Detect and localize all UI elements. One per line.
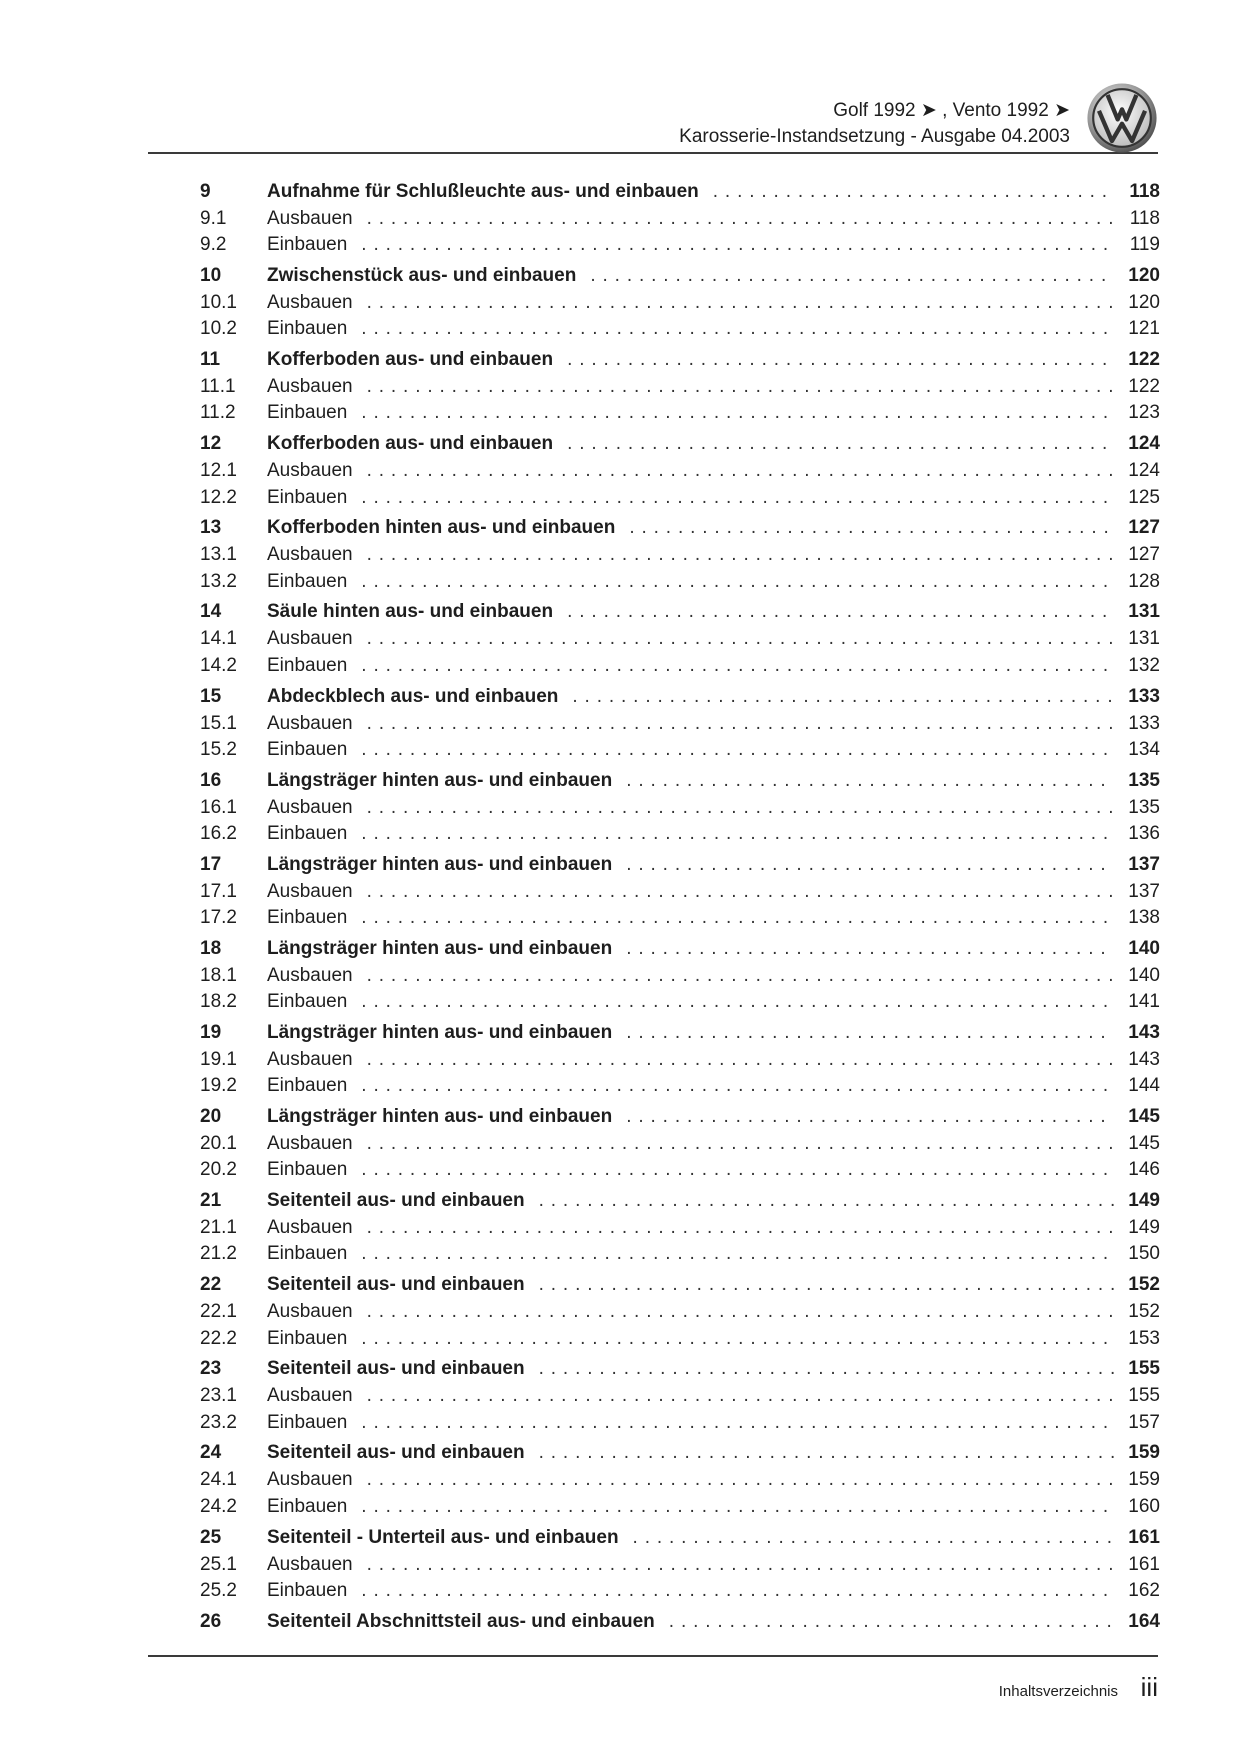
toc-entry-page: 162 bbox=[1128, 1579, 1160, 1601]
toc-entry-number: 24.2 bbox=[200, 1495, 237, 1517]
toc-subentry[interactable] bbox=[200, 905, 1160, 931]
toc-entry-title: Seitenteil aus- und einbauen bbox=[267, 1442, 525, 1464]
toc-entry-number: 23.1 bbox=[200, 1385, 237, 1407]
toc-dot-leader bbox=[361, 1241, 1114, 1267]
toc-dot-leader bbox=[361, 485, 1114, 511]
toc-dot-leader bbox=[626, 1020, 1114, 1046]
toc-entry-title: Einbauen bbox=[267, 1579, 348, 1601]
toc-dot-leader bbox=[367, 626, 1114, 652]
toc-entry-page: 135 bbox=[1128, 796, 1160, 818]
toc-entry-page: 153 bbox=[1128, 1327, 1160, 1349]
toc-dot-leader bbox=[361, 1494, 1114, 1520]
footer-page-number: iii bbox=[1140, 1672, 1158, 1702]
toc-chapter-entry[interactable] bbox=[200, 179, 1160, 206]
toc-entry-number: 17 bbox=[200, 853, 222, 875]
toc-entry-number: 22.1 bbox=[200, 1301, 237, 1323]
toc-subentry[interactable] bbox=[200, 1299, 1160, 1325]
toc-dot-leader bbox=[361, 737, 1114, 763]
toc-entry-number: 10.1 bbox=[200, 292, 237, 314]
toc-entry-page: 141 bbox=[1128, 991, 1160, 1013]
toc-entry-page: 150 bbox=[1128, 1243, 1160, 1265]
toc-dot-leader bbox=[633, 1525, 1114, 1551]
toc-entry-page: 131 bbox=[1128, 601, 1160, 623]
toc-entry-page: 152 bbox=[1128, 1301, 1160, 1323]
toc-entry-number: 16.1 bbox=[200, 796, 237, 818]
toc-entry-title: Kofferboden aus- und einbauen bbox=[267, 433, 554, 455]
toc-entry-number: 21.1 bbox=[200, 1217, 237, 1239]
toc-entry-number: 16 bbox=[200, 769, 222, 791]
toc-entry-number: 15.2 bbox=[200, 738, 237, 760]
toc-entry-title: Einbauen bbox=[267, 486, 348, 508]
toc-entry-page: 159 bbox=[1128, 1469, 1160, 1491]
toc-entry-title: Seitenteil aus- und einbauen bbox=[267, 1274, 525, 1296]
toc-dot-leader bbox=[367, 1131, 1114, 1157]
toc-dot-leader bbox=[626, 1104, 1114, 1130]
toc-entry-page: 131 bbox=[1128, 628, 1160, 650]
toc-entry-page: 149 bbox=[1128, 1190, 1160, 1212]
toc-chapter-entry[interactable] bbox=[200, 1525, 1160, 1552]
toc-entry-title: Einbauen bbox=[267, 570, 348, 592]
toc-entry-number: 11.1 bbox=[200, 376, 236, 398]
toc-entry-number: 18 bbox=[200, 937, 222, 959]
toc-dot-leader bbox=[626, 768, 1114, 794]
toc-chapter-entry[interactable] bbox=[200, 1356, 1160, 1383]
toc-subentry[interactable] bbox=[200, 1326, 1160, 1352]
toc-entry-title: Ausbauen bbox=[267, 628, 353, 650]
toc-subentry[interactable] bbox=[200, 232, 1160, 258]
toc-entry-number: 10.2 bbox=[200, 318, 237, 340]
toc-subentry[interactable] bbox=[200, 989, 1160, 1015]
toc-entry-title: Ausbauen bbox=[267, 1469, 353, 1491]
toc-entry-number: 9.2 bbox=[200, 234, 227, 256]
toc-entry-title: Einbauen bbox=[267, 822, 348, 844]
toc-entry-title: Säule hinten aus- und einbauen bbox=[267, 601, 554, 623]
toc-entry-page: 140 bbox=[1128, 964, 1160, 986]
toc-dot-leader bbox=[367, 542, 1114, 568]
toc-entry-title: Ausbauen bbox=[267, 1133, 353, 1155]
toc-entry-title: Längsträger hinten aus- und einbauen bbox=[267, 937, 613, 959]
toc-subentry[interactable] bbox=[200, 290, 1160, 316]
toc-entry-title: Einbauen bbox=[267, 234, 348, 256]
toc-subentry[interactable] bbox=[200, 1241, 1160, 1267]
toc-entry-title: Ausbauen bbox=[267, 1048, 353, 1070]
toc-entry-page: 144 bbox=[1128, 1075, 1160, 1097]
toc-entry-page: 159 bbox=[1128, 1442, 1160, 1464]
toc-entry-title: Einbauen bbox=[267, 1327, 348, 1349]
toc-dot-leader bbox=[590, 263, 1114, 289]
toc-dot-leader bbox=[626, 852, 1114, 878]
toc-entry-title: Ausbauen bbox=[267, 544, 353, 566]
toc-chapter-entry[interactable] bbox=[200, 684, 1160, 711]
header-model-line: Golf 1992 ➤ , Vento 1992 ➤ bbox=[833, 100, 1070, 121]
toc-dot-leader bbox=[367, 1552, 1114, 1578]
toc-chapter-entry[interactable] bbox=[200, 1440, 1160, 1467]
toc-dot-leader bbox=[367, 795, 1114, 821]
toc-dot-leader bbox=[361, 1073, 1114, 1099]
toc-entry-page: 119 bbox=[1129, 234, 1160, 256]
toc-entry-page: 137 bbox=[1128, 853, 1160, 875]
toc-dot-leader bbox=[367, 879, 1114, 905]
toc-entry-page: 123 bbox=[1128, 402, 1160, 424]
toc-dot-leader bbox=[713, 179, 1114, 205]
toc-entry-number: 19.2 bbox=[200, 1075, 237, 1097]
toc-subentry[interactable] bbox=[200, 316, 1160, 342]
toc-entry-title: Einbauen bbox=[267, 1495, 348, 1517]
footer-section-label: Inhaltsverzeichnis bbox=[998, 1683, 1118, 1700]
toc-entry-number: 21.2 bbox=[200, 1243, 237, 1265]
toc-entry-page: 137 bbox=[1128, 880, 1160, 902]
toc-entry-number: 25 bbox=[200, 1526, 222, 1548]
header-manual-title: Karosserie-Instandsetzung - Ausgabe 04.2003 bbox=[679, 126, 1070, 147]
toc-entry-title: Ausbauen bbox=[267, 208, 353, 229]
toc-entry-title: Ausbauen bbox=[267, 964, 353, 986]
toc-entry-page: 136 bbox=[1128, 822, 1160, 844]
toc-chapter-entry[interactable] bbox=[200, 768, 1160, 795]
toc-entry-number: 12.2 bbox=[200, 486, 237, 508]
toc-entry-number: 26 bbox=[200, 1610, 222, 1632]
toc-chapter-entry[interactable] bbox=[200, 1104, 1160, 1131]
toc-entry-number: 19.1 bbox=[200, 1048, 237, 1070]
toc-entry-page: 128 bbox=[1128, 570, 1160, 592]
toc-entry-page: 143 bbox=[1128, 1021, 1160, 1043]
toc-entry-title: Kofferboden aus- und einbauen bbox=[267, 349, 554, 371]
toc-entry-page: 122 bbox=[1128, 349, 1160, 371]
toc-entry-number: 20.2 bbox=[200, 1159, 237, 1181]
toc-entry-title: Ausbauen bbox=[267, 292, 353, 314]
toc-chapter-entry[interactable] bbox=[200, 347, 1160, 374]
toc-entry-page: 124 bbox=[1128, 460, 1160, 482]
toc-dot-leader bbox=[367, 458, 1114, 484]
vw-logo bbox=[1086, 82, 1158, 154]
toc-entry-number: 13 bbox=[200, 517, 222, 539]
toc-entry-number: 22.2 bbox=[200, 1327, 237, 1349]
toc-chapter-entry[interactable] bbox=[200, 599, 1160, 626]
toc-entry-page: 133 bbox=[1128, 712, 1160, 734]
toc-dot-leader bbox=[361, 1578, 1114, 1604]
toc-subentry[interactable] bbox=[200, 1131, 1160, 1157]
toc-dot-leader bbox=[361, 1410, 1114, 1436]
toc-dot-leader bbox=[367, 1299, 1114, 1325]
toc-entry-page: 118 bbox=[1129, 181, 1160, 202]
toc-entry-title: Längsträger hinten aus- und einbauen bbox=[267, 853, 613, 875]
toc-entry-title: Längsträger hinten aus- und einbauen bbox=[267, 1021, 613, 1043]
toc-entry-title: Ausbauen bbox=[267, 1385, 353, 1407]
toc-entry-title: Einbauen bbox=[267, 1159, 348, 1181]
toc-subentry[interactable] bbox=[200, 653, 1160, 679]
toc-entry-number: 18.2 bbox=[200, 991, 237, 1013]
toc-entry-title: Ausbauen bbox=[267, 796, 353, 818]
toc-subentry[interactable] bbox=[200, 569, 1160, 595]
toc-entry-title: Ausbauen bbox=[267, 460, 353, 482]
toc-dot-leader bbox=[367, 1383, 1114, 1409]
toc-subentry[interactable] bbox=[200, 963, 1160, 989]
toc-entry-page: 125 bbox=[1128, 486, 1160, 508]
toc-entry-title: Ausbauen bbox=[267, 880, 353, 902]
toc-entry-number: 11 bbox=[200, 349, 221, 371]
toc-entry-number: 12.1 bbox=[200, 460, 237, 482]
toc-entry-title: Einbauen bbox=[267, 738, 348, 760]
toc-entry-number: 20.1 bbox=[200, 1133, 237, 1155]
toc-entry-title: Ausbauen bbox=[267, 1553, 353, 1575]
toc-subentry[interactable] bbox=[200, 737, 1160, 763]
toc-dot-leader bbox=[367, 1047, 1114, 1073]
toc-entry-page: 152 bbox=[1128, 1274, 1160, 1296]
toc-subentry[interactable] bbox=[200, 374, 1160, 400]
page-header bbox=[148, 96, 1158, 154]
toc-entry-number: 17.1 bbox=[200, 880, 237, 902]
toc-subentry[interactable] bbox=[200, 879, 1160, 905]
toc-dot-leader bbox=[367, 1467, 1114, 1493]
toc-entry-number: 13.1 bbox=[200, 544, 237, 566]
toc-entry-title: Einbauen bbox=[267, 1075, 348, 1097]
toc-entry-title: Einbauen bbox=[267, 654, 348, 676]
toc-entry-number: 15.1 bbox=[200, 712, 237, 734]
toc-dot-leader bbox=[367, 711, 1114, 737]
toc-entry-title: Zwischenstück aus- und einbauen bbox=[267, 265, 577, 287]
toc-entry-page: 127 bbox=[1128, 544, 1160, 566]
toc-entry-title: Ausbauen bbox=[267, 712, 353, 734]
toc-entry-title: Ausbauen bbox=[267, 1217, 353, 1239]
toc-entry-number: 23.2 bbox=[200, 1411, 237, 1433]
toc-entry-title: Einbauen bbox=[267, 402, 348, 424]
toc-entry-title: Seitenteil - Unterteil aus- und einbauen bbox=[267, 1526, 619, 1548]
toc-entry-page: 120 bbox=[1128, 292, 1160, 314]
toc-entry-page: 133 bbox=[1128, 685, 1160, 707]
toc-dot-leader bbox=[361, 400, 1114, 426]
toc-entry-page: 149 bbox=[1128, 1217, 1160, 1239]
toc-entry-page: 135 bbox=[1128, 769, 1160, 791]
toc-subentry[interactable] bbox=[200, 542, 1160, 568]
toc-dot-leader bbox=[567, 347, 1114, 373]
toc-entry-number: 25.2 bbox=[200, 1579, 237, 1601]
toc-entry-title: Einbauen bbox=[267, 991, 348, 1013]
toc-dot-leader bbox=[361, 316, 1114, 342]
toc-chapter-entry[interactable] bbox=[200, 852, 1160, 879]
toc-entry-number: 14.2 bbox=[200, 654, 237, 676]
toc-entry-number: 17.2 bbox=[200, 907, 237, 929]
toc-entry-page: 164 bbox=[1128, 1610, 1160, 1632]
toc-entry-page: 146 bbox=[1128, 1159, 1160, 1181]
toc-entry-number: 15 bbox=[200, 685, 222, 707]
toc-subentry[interactable] bbox=[200, 1410, 1160, 1436]
toc-dot-leader bbox=[361, 905, 1114, 931]
footer-divider bbox=[148, 1655, 1158, 1657]
toc-dot-leader bbox=[367, 206, 1114, 232]
toc-entry-page: 161 bbox=[1128, 1526, 1160, 1548]
toc-dot-leader bbox=[567, 431, 1114, 457]
toc-entry-number: 24.1 bbox=[200, 1469, 237, 1491]
toc-subentry[interactable] bbox=[200, 1467, 1160, 1493]
toc-subentry[interactable] bbox=[200, 1073, 1160, 1099]
toc-entry-number: 9 bbox=[200, 181, 211, 202]
toc-entry-title: Seitenteil Abschnittsteil aus- und einbauen bbox=[267, 1610, 655, 1632]
toc-entry-title: Kofferboden hinten aus- und einbauen bbox=[267, 517, 616, 539]
toc-dot-leader bbox=[361, 569, 1114, 595]
toc-chapter-entry[interactable] bbox=[200, 1020, 1160, 1047]
toc-subentry[interactable] bbox=[200, 821, 1160, 847]
toc-chapter-entry[interactable] bbox=[200, 936, 1160, 963]
toc-chapter-entry[interactable] bbox=[200, 431, 1160, 458]
toc-chapter-entry[interactable] bbox=[200, 515, 1160, 542]
toc-dot-leader bbox=[669, 1609, 1114, 1635]
toc-entry-number: 19 bbox=[200, 1021, 222, 1043]
toc-subentry[interactable] bbox=[200, 458, 1160, 484]
toc-entry-number: 16.2 bbox=[200, 822, 237, 844]
toc-entry-title: Längsträger hinten aus- und einbauen bbox=[267, 769, 613, 791]
toc-dot-leader bbox=[367, 290, 1114, 316]
toc-entry-number: 25.1 bbox=[200, 1553, 237, 1575]
toc-chapter-entry[interactable] bbox=[200, 1609, 1160, 1636]
toc-chapter-entry[interactable] bbox=[200, 263, 1160, 290]
toc-entry-page: 145 bbox=[1128, 1133, 1160, 1155]
toc-entry-title: Aufnahme für Schlußleuchte aus- und einbauen bbox=[267, 181, 699, 202]
toc-entry-number: 18.1 bbox=[200, 964, 237, 986]
toc-entry-number: 23 bbox=[200, 1358, 222, 1380]
toc-entry-number: 21 bbox=[200, 1190, 222, 1212]
toc-entry-title: Seitenteil aus- und einbauen bbox=[267, 1190, 525, 1212]
toc-dot-leader bbox=[572, 684, 1114, 710]
toc-dot-leader bbox=[361, 1157, 1114, 1183]
toc-entry-title: Einbauen bbox=[267, 318, 348, 340]
toc-chapter-entry[interactable] bbox=[200, 1272, 1160, 1299]
toc-subentry[interactable] bbox=[200, 1157, 1160, 1183]
toc-entry-number: 9.1 bbox=[200, 208, 227, 229]
toc-dot-leader bbox=[361, 653, 1114, 679]
toc-subentry[interactable] bbox=[200, 400, 1160, 426]
toc-entry-page: 145 bbox=[1128, 1106, 1160, 1128]
toc-dot-leader bbox=[361, 232, 1114, 258]
toc-entry-number: 14 bbox=[200, 601, 222, 623]
toc-entry-page: 134 bbox=[1128, 738, 1160, 760]
toc-entry-page: 157 bbox=[1128, 1411, 1160, 1433]
toc-dot-leader bbox=[629, 515, 1114, 541]
toc-subentry[interactable] bbox=[200, 1047, 1160, 1073]
toc-entry-title: Einbauen bbox=[267, 1411, 348, 1433]
toc-entry-title: Seitenteil aus- und einbauen bbox=[267, 1358, 525, 1380]
toc-dot-leader bbox=[539, 1188, 1114, 1214]
toc-subentry[interactable] bbox=[200, 711, 1160, 737]
toc-subentry[interactable] bbox=[200, 1383, 1160, 1409]
toc-entry-page: 155 bbox=[1128, 1358, 1160, 1380]
toc-dot-leader bbox=[361, 821, 1114, 847]
toc-entry-number: 13.2 bbox=[200, 570, 237, 592]
toc-entry-number: 20 bbox=[200, 1106, 222, 1128]
toc-entry-page: 160 bbox=[1128, 1495, 1160, 1517]
toc-entry-title: Abdeckblech aus- und einbauen bbox=[267, 685, 559, 707]
toc-dot-leader bbox=[539, 1356, 1114, 1382]
toc-entry-title: Einbauen bbox=[267, 1243, 348, 1265]
toc-entry-page: 140 bbox=[1128, 937, 1160, 959]
toc-entry-title: Ausbauen bbox=[267, 376, 353, 398]
toc-entry-page: 132 bbox=[1128, 654, 1160, 676]
toc-entry-title: Einbauen bbox=[267, 907, 348, 929]
toc-dot-leader bbox=[361, 1326, 1114, 1352]
toc-dot-leader bbox=[626, 936, 1114, 962]
toc-dot-leader bbox=[367, 963, 1114, 989]
toc-subentry[interactable] bbox=[200, 1578, 1160, 1604]
toc-entry-number: 22 bbox=[200, 1274, 222, 1296]
toc-dot-leader bbox=[567, 599, 1114, 625]
toc-dot-leader bbox=[367, 374, 1114, 400]
toc-entry-page: 118 bbox=[1129, 208, 1160, 229]
toc-entry-number: 12 bbox=[200, 433, 222, 455]
toc-entry-page: 120 bbox=[1128, 265, 1160, 287]
toc-subentry[interactable] bbox=[200, 626, 1160, 652]
toc-subentry[interactable] bbox=[200, 485, 1160, 511]
toc-dot-leader bbox=[361, 989, 1114, 1015]
toc-entry-page: 127 bbox=[1128, 517, 1160, 539]
toc-entry-page: 138 bbox=[1128, 907, 1160, 929]
toc-entry-page: 143 bbox=[1128, 1048, 1160, 1070]
toc-entry-number: 10 bbox=[200, 265, 222, 287]
toc-subentry[interactable] bbox=[200, 1215, 1160, 1241]
toc-dot-leader bbox=[539, 1272, 1114, 1298]
toc-entry-page: 124 bbox=[1128, 433, 1160, 455]
toc-entry-title: Längsträger hinten aus- und einbauen bbox=[267, 1106, 613, 1128]
toc-dot-leader bbox=[539, 1440, 1114, 1466]
toc-subentry[interactable] bbox=[200, 1494, 1160, 1520]
toc-entry-number: 11.2 bbox=[200, 402, 236, 424]
toc-subentry[interactable] bbox=[200, 1552, 1160, 1578]
toc-chapter-entry[interactable] bbox=[200, 1188, 1160, 1215]
toc-entry-page: 161 bbox=[1128, 1553, 1160, 1575]
toc-entry-page: 121 bbox=[1128, 318, 1160, 340]
toc-entry-number: 14.1 bbox=[200, 628, 237, 650]
toc-entry-page: 155 bbox=[1128, 1385, 1160, 1407]
toc-entry-page: 122 bbox=[1128, 376, 1160, 398]
table-of-contents bbox=[200, 179, 1160, 1636]
toc-entry-number: 24 bbox=[200, 1442, 222, 1464]
toc-dot-leader bbox=[367, 1215, 1114, 1241]
toc-entry-title: Ausbauen bbox=[267, 1301, 353, 1323]
toc-subentry[interactable] bbox=[200, 795, 1160, 821]
toc-subentry[interactable] bbox=[200, 206, 1160, 232]
